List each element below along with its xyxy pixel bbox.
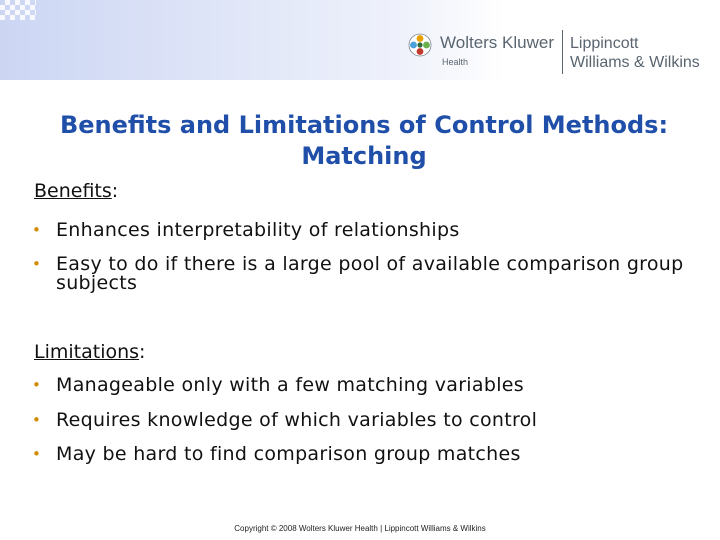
bullet-icon: • [32, 411, 41, 429]
limitations-heading [34, 341, 145, 363]
copyright-footer: Copyright © 2008 Wolters Kluwer Health | Lippincott Williams & Wilkins [234, 524, 486, 533]
logo-division: Health [442, 57, 469, 67]
bullet-icon: • [32, 376, 41, 394]
benefits-label: Benefits [34, 180, 112, 202]
header-band [0, 0, 720, 80]
wolters-kluwer-globe-icon [408, 33, 432, 57]
logo-partner-line1: Lippincott [570, 35, 639, 52]
checker-pattern [0, 0, 36, 20]
bullet-icon: • [32, 255, 41, 273]
logo-partner-name [570, 34, 700, 72]
list-item [32, 221, 702, 240]
logo-company-name: Wolters Kluwer [440, 33, 554, 52]
logo-divider [562, 30, 563, 74]
list-item [32, 445, 702, 464]
benefit-item-1: Enhances interpretability of relationships [56, 219, 460, 241]
benefits-heading [34, 180, 118, 202]
benefits-colon: : [111, 180, 119, 202]
limitation-item-2: Requires knowledge of which variables to control [56, 409, 538, 431]
slide-title: Benefits and Limitations of Control Methods: Matching [59, 111, 669, 170]
benefit-item-2: Easy to do if there is a large pool of available comparison group subjects [56, 253, 684, 294]
list-item [32, 255, 702, 293]
list-item [32, 411, 702, 430]
logo-partner-line2: Williams & Wilkins [570, 54, 700, 71]
limitation-item-3: May be hard to find comparison group matches [56, 443, 521, 465]
bullet-icon: • [32, 221, 41, 239]
limitations-label: Limitations [34, 341, 140, 363]
bullet-icon: • [32, 445, 41, 463]
list-item [32, 376, 702, 395]
limitations-colon: : [139, 341, 146, 363]
limitation-item-1: Manageable only with a few matching variables [56, 374, 524, 396]
